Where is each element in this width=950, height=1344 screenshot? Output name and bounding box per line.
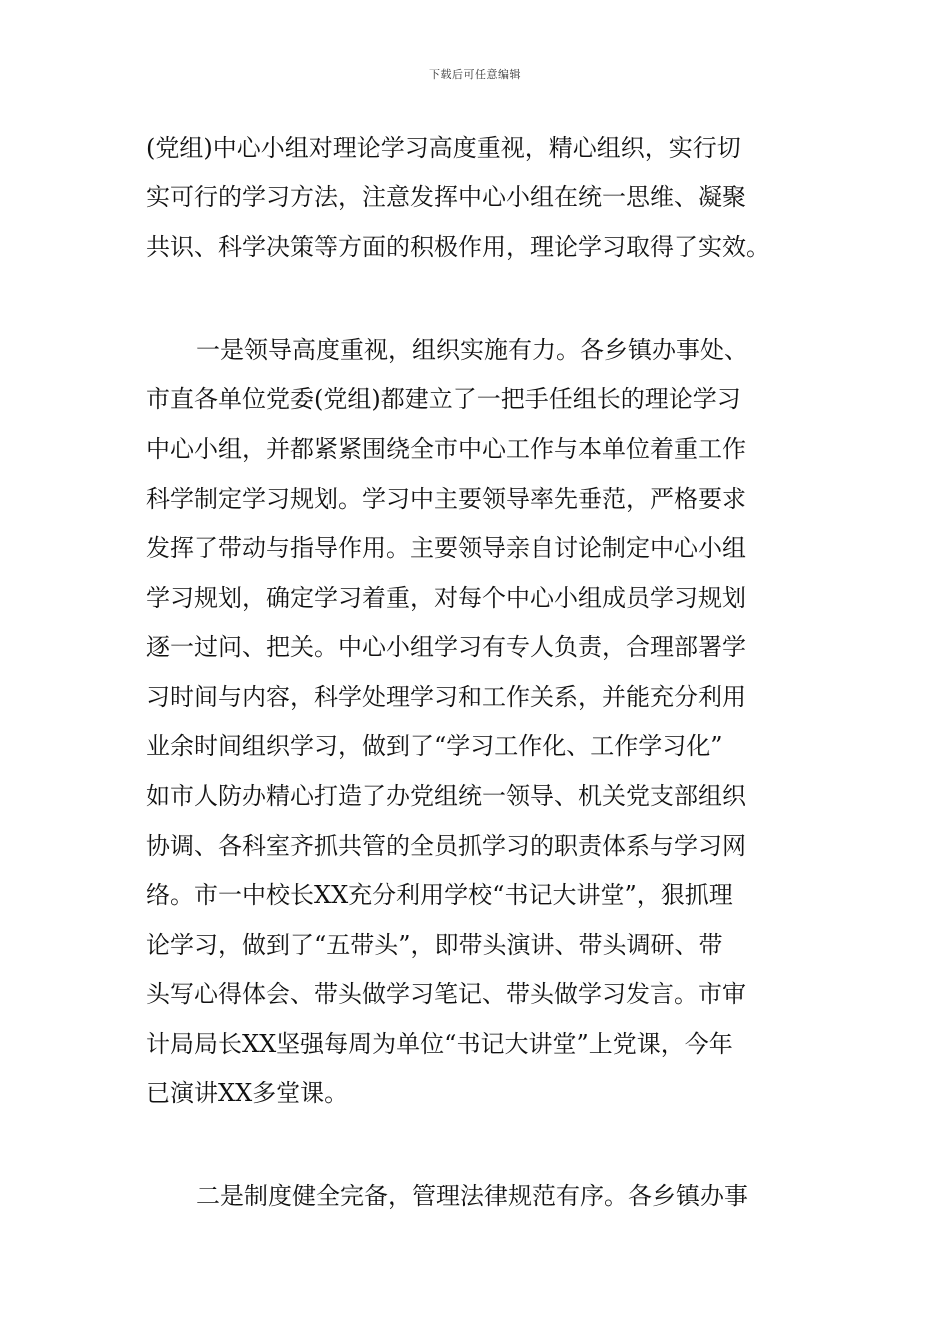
text-line-9: 学习规划，确定学习着重，对每个中心小组成员学习规划 (146, 584, 746, 612)
text-line-1: (党组)中心小组对理论学习高度重视，精心组织，实行切 (146, 134, 741, 162)
text-line-11: 习时间与内容，科学处理学习和工作关系，并能充分利用 (146, 683, 746, 711)
text-line-20: 二是制度健全完备，管理法律规范有序。各乡镇办事 (196, 1182, 748, 1210)
text-line-18: 计局局长XX坚强每周为单位“书记大讲堂”上党课，今年 (146, 1030, 733, 1058)
text-line-13: 如市人防办精心打造了办党组统一领导、机关党支部组织 (146, 782, 746, 810)
text-line-10: 逐一过问、把关。中心小组学习有专人负责，合理部署学 (146, 633, 746, 661)
text-line-15: 络。市一中校长XX充分利用学校“书记大讲堂”，狠抓理 (146, 881, 733, 909)
page-header: 下载后可任意编辑 (429, 68, 521, 81)
text-line-16: 论学习，做到了“五带头”，即带头演讲、带头调研、带 (146, 931, 723, 959)
text-line-7: 科学制定学习规划。学习中主要领导率先垂范，严格要求 (146, 485, 746, 513)
text-line-14: 协调、各科室齐抓共管的全员抓学习的职责体系与学习网 (146, 832, 746, 860)
text-line-12: 业余时间组织学习，做到了“学习工作化、工作学习化” (146, 732, 723, 760)
text-line-3: 共识、科学决策等方面的积极作用，理论学习取得了实效。 (146, 233, 770, 261)
text-line-2: 实可行的学习方法，注意发挥中心小组在统一思维、凝聚 (146, 183, 746, 211)
text-line-5: 市直各单位党委(党组)都建立了一把手任组长的理论学习 (146, 385, 741, 413)
text-line-17: 头写心得体会、带头做学习笔记、带头做学习发言。市审 (146, 980, 746, 1008)
text-line-6: 中心小组，并都紧紧围绕全市中心工作与本单位着重工作 (146, 435, 746, 463)
text-line-19: 已演讲XX多堂课。 (146, 1079, 349, 1107)
text-line-4: 一是领导高度重视，组织实施有力。各乡镇办事处、 (196, 336, 748, 364)
text-line-8: 发挥了带动与指导作用。主要领导亲自讨论制定中心小组 (146, 534, 746, 562)
